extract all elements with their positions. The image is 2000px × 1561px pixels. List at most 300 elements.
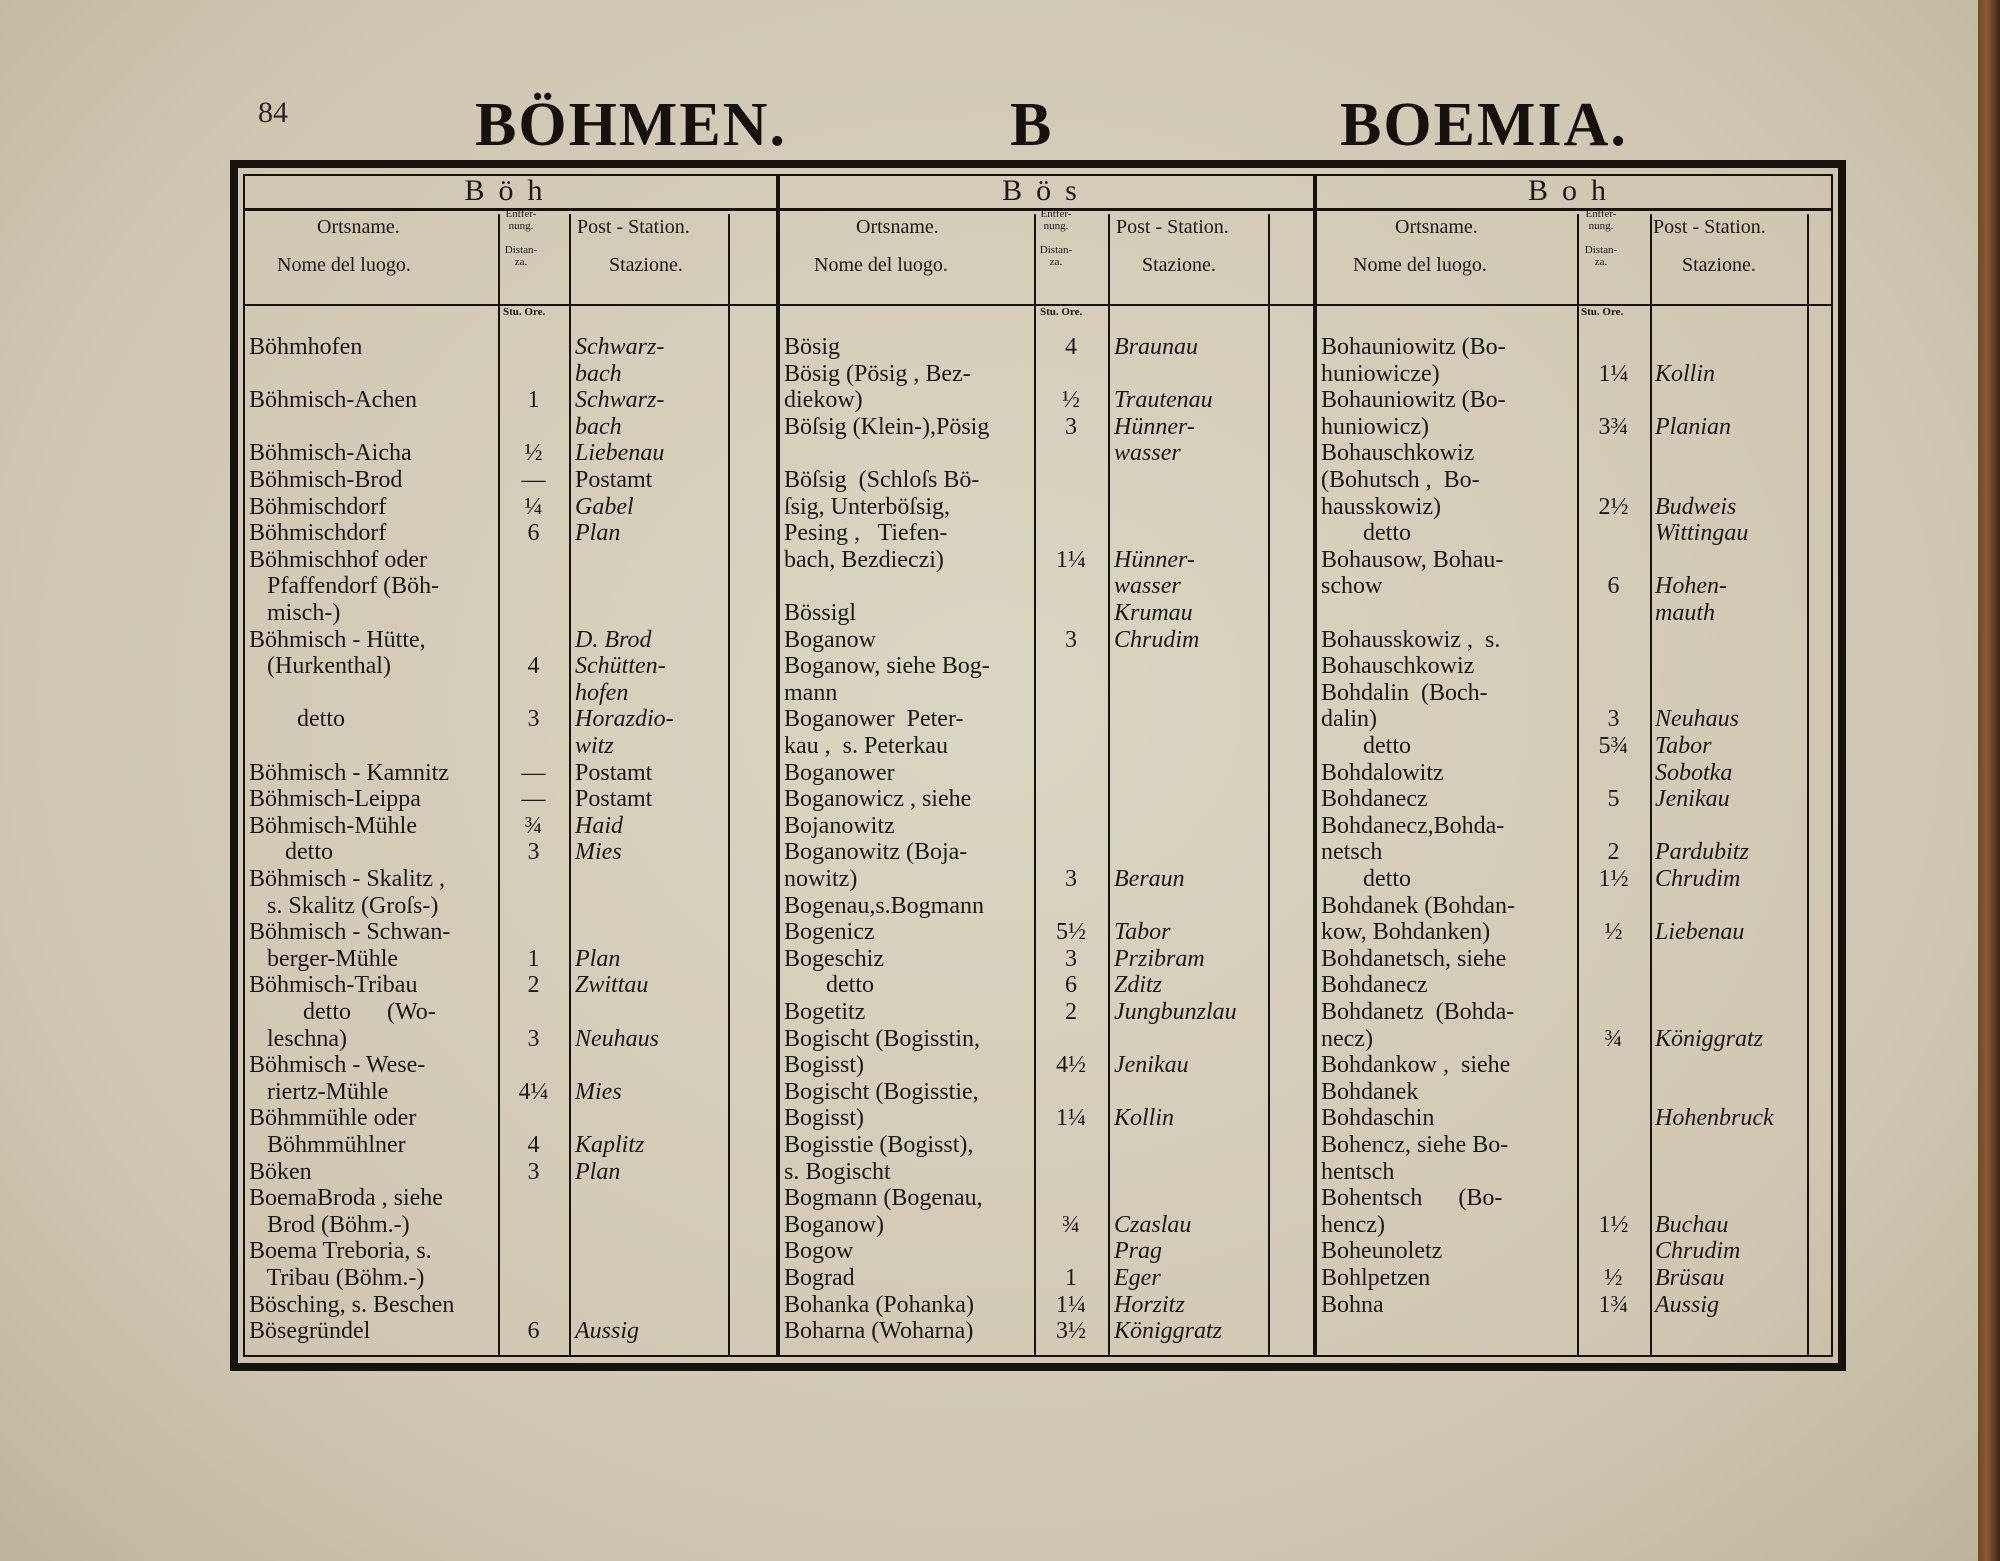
post-station: Gabel — [575, 493, 634, 520]
distance-value: ½ — [1062, 387, 1080, 414]
place-name: Bohdaschin — [1321, 1105, 1435, 1132]
post-station: Wittingau — [1655, 520, 1749, 547]
distance-value: 4 — [1065, 334, 1077, 360]
place-name: Bohauniowitz (Bo- — [1321, 387, 1506, 414]
place-name: bach, Bezdieczi) — [784, 546, 944, 573]
index-column-boh-umlaut — [245, 174, 776, 1357]
post-station: mauth — [1655, 600, 1715, 626]
index-row — [780, 786, 1313, 812]
index-row — [245, 1265, 776, 1291]
index-row — [1317, 1105, 1831, 1131]
distance-value: 1¼ — [1056, 546, 1086, 573]
index-row — [1317, 893, 1831, 919]
index-row — [245, 573, 776, 599]
units-label: Stu. Ore. — [1581, 306, 1624, 318]
post-station: Prag — [1114, 1238, 1162, 1265]
page-number: 84 — [258, 96, 288, 129]
place-name: Böhmisch - Schwan- — [249, 919, 451, 946]
index-row — [780, 1159, 1313, 1185]
place-name: Böhmmühle oder — [249, 1105, 417, 1132]
index-row — [1317, 866, 1831, 892]
header-post-de: Post - Station. — [577, 216, 690, 238]
index-row — [1317, 387, 1831, 413]
place-name: Bohauschkowiz — [1321, 440, 1475, 467]
index-row — [780, 1265, 1313, 1291]
distance-value: 3¾ — [1598, 413, 1629, 440]
place-name: kau , s. Peterkau — [784, 733, 948, 759]
place-name: Böhmischdorf — [249, 520, 387, 547]
distance-value: — — [521, 786, 546, 813]
post-station: bach — [575, 413, 622, 440]
place-name: ſsig, Unterböſsig, — [784, 493, 950, 520]
place-name: Bohdankow , siehe — [1321, 1052, 1511, 1079]
place-name: detto — [1321, 733, 1411, 759]
header-name-de: Ortsname. — [856, 216, 939, 238]
post-station: Hünner- — [1114, 546, 1195, 573]
distance-value: 4½ — [1056, 1052, 1086, 1079]
header-name-de: Ortsname. — [1395, 216, 1478, 238]
index-row — [780, 1079, 1313, 1105]
index-row — [1317, 839, 1831, 865]
place-name: Böhmisch-Tribau — [249, 972, 418, 999]
place-name: mann — [784, 679, 838, 706]
place-name: Bohdanek (Bohdan- — [1321, 892, 1515, 919]
post-station: Kaplitz — [575, 1132, 645, 1158]
post-station: Tabor — [1655, 733, 1712, 759]
place-name: hencz) — [1321, 1211, 1385, 1238]
index-row — [780, 414, 1313, 440]
post-station: Neuhaus — [575, 1025, 659, 1052]
distance-value: 2 — [1065, 999, 1077, 1025]
post-station: Neuhaus — [1655, 706, 1739, 733]
place-name: Bohentsch (Bo- — [1321, 1185, 1503, 1212]
place-name: Bograd — [784, 1265, 855, 1291]
place-name: Pfaffendorf (Böh- — [249, 573, 440, 600]
post-station: wasser — [1114, 573, 1181, 600]
distance-value: 1¼ — [1598, 360, 1629, 387]
index-row — [780, 893, 1313, 919]
post-station: Sobotka — [1655, 759, 1733, 786]
post-station: Mies — [575, 1078, 622, 1105]
index-row — [245, 1318, 776, 1344]
header-post-it: Stazione. — [609, 254, 683, 276]
rule — [1317, 304, 1831, 306]
place-name: hausskowiz) — [1321, 493, 1441, 520]
distance-value: ¾ — [524, 812, 543, 839]
place-name: Böhmmühlner — [249, 1132, 406, 1158]
index-row — [245, 653, 776, 679]
index-row — [245, 919, 776, 945]
heading-german: BÖHMEN. — [475, 91, 787, 159]
index-row — [1317, 1052, 1831, 1078]
index-row — [245, 547, 776, 573]
index-row — [245, 627, 776, 653]
place-name: Boganowicz , siehe — [784, 786, 972, 813]
index-row — [780, 1132, 1313, 1158]
place-name: Bogow — [784, 1238, 854, 1265]
place-name: Böhmisch - Hütte, — [249, 626, 426, 653]
distance-value: 1 — [1065, 1265, 1077, 1291]
place-name: riertz-Mühle — [249, 1078, 389, 1105]
post-station: Haid — [575, 812, 623, 839]
place-name: Bogeschiz — [784, 945, 884, 972]
index-row — [780, 520, 1313, 546]
index-row — [245, 972, 776, 998]
place-name: netsch — [1321, 839, 1383, 866]
place-name: Bohanka (Pohanka) — [784, 1291, 974, 1318]
distance-value: 5½ — [1056, 919, 1086, 946]
index-row — [780, 733, 1313, 759]
distance-value: 6 — [527, 1318, 540, 1345]
place-name: Bohdanecz,Bohda- — [1321, 812, 1505, 839]
post-station: Hohenbruck — [1655, 1105, 1774, 1132]
place-name: Bössigl — [784, 600, 857, 626]
post-station: Chrudim — [1114, 626, 1200, 653]
distance-value: 4 — [527, 1132, 540, 1158]
place-name: Bojanowitz — [784, 812, 895, 839]
place-name: Bohdanetsch, siehe — [1321, 945, 1507, 972]
place-name: Böhmisch-Brod — [249, 467, 403, 493]
post-station: Chrudim — [1655, 866, 1741, 892]
index-row — [245, 1079, 776, 1105]
index-row — [245, 440, 776, 466]
index-row — [1317, 813, 1831, 839]
place-name: kow, Bohdanken) — [1321, 919, 1491, 946]
index-row — [1317, 706, 1831, 732]
index-row — [1317, 1159, 1831, 1185]
index-row — [1317, 600, 1831, 626]
index-row — [245, 520, 776, 546]
header-post-it: Stazione. — [1142, 254, 1216, 276]
place-name: Boganow, siehe Bog- — [784, 653, 990, 680]
distance-value: ½ — [1604, 1265, 1623, 1291]
index-row — [1317, 361, 1831, 387]
place-name: Pesing , Tiefen- — [784, 520, 948, 547]
index-row — [245, 893, 776, 919]
place-name: Bogenau,s.Bogmann — [784, 892, 984, 919]
post-station: Buchau — [1655, 1211, 1729, 1238]
post-station: Czaslau — [1114, 1211, 1192, 1238]
post-station: Kollin — [1655, 360, 1716, 387]
index-row — [1317, 334, 1831, 360]
post-station: Plan — [575, 945, 621, 972]
post-station: Jungbunzlau — [1114, 999, 1237, 1025]
post-station: wasser — [1114, 440, 1181, 467]
place-name: Boganow — [784, 626, 876, 653]
index-row — [780, 972, 1313, 998]
place-name: Bogenicz — [784, 919, 875, 946]
index-row — [245, 1185, 776, 1211]
index-row — [245, 1238, 776, 1264]
distance-value: 1½ — [1598, 1211, 1629, 1238]
place-name: Böhmisch-Mühle — [249, 812, 417, 839]
index-row — [1317, 1212, 1831, 1238]
column-title: Boh — [1317, 174, 1831, 211]
post-station: Postamt — [575, 467, 653, 493]
index-row — [245, 946, 776, 972]
place-name: Bösig — [784, 334, 841, 360]
place-name: Bohausow, Bohau- — [1321, 546, 1504, 573]
distance-value: 3 — [527, 1025, 540, 1052]
place-name: Bösching, s. Beschen — [249, 1291, 455, 1318]
index-row — [245, 999, 776, 1025]
post-station: Plan — [575, 520, 621, 547]
distance-value: 3 — [1607, 706, 1620, 733]
post-station: Horzitz — [1114, 1291, 1185, 1318]
index-row — [245, 839, 776, 865]
index-row — [245, 361, 776, 387]
place-name: Bohna — [1321, 1291, 1384, 1318]
index-row — [780, 1052, 1313, 1078]
place-name: (Bohutsch , Bo- — [1321, 467, 1480, 493]
index-row — [1317, 999, 1831, 1025]
distance-value: 3 — [1065, 945, 1077, 972]
post-station: Hohen- — [1655, 573, 1727, 600]
index-row — [245, 813, 776, 839]
place-name: Bogisstie (Bogisst), — [784, 1132, 974, 1158]
index-row — [780, 573, 1313, 599]
index-row — [780, 706, 1313, 732]
post-station: Schwarz- — [575, 387, 665, 414]
index-row — [1317, 680, 1831, 706]
place-name: Bohlpetzen — [1321, 1265, 1431, 1291]
distance-value: 2½ — [1598, 493, 1629, 520]
index-row — [1317, 1185, 1831, 1211]
index-row — [245, 334, 776, 360]
place-name: Tribau (Böhm.-) — [249, 1265, 425, 1291]
place-name: Böhmisch-Achen — [249, 387, 417, 414]
index-row — [1317, 1265, 1831, 1291]
post-station: Plan — [575, 1158, 621, 1185]
index-row — [1317, 653, 1831, 679]
place-name: Boema Treboria, s. — [249, 1238, 432, 1265]
distance-value: 6 — [527, 520, 540, 547]
post-station: Trautenau — [1114, 387, 1213, 414]
post-station: witz — [575, 733, 614, 759]
index-row — [245, 1292, 776, 1318]
header-name-it: Nome del luogo. — [814, 254, 948, 276]
place-name: s. Skalitz (Groſs-) — [249, 892, 439, 919]
index-row — [245, 866, 776, 892]
post-station: Jenikau — [1655, 786, 1730, 813]
place-name: detto — [784, 972, 874, 999]
distance-value: 1¼ — [1056, 1291, 1086, 1318]
place-name: dalin) — [1321, 706, 1377, 733]
index-row — [780, 1105, 1313, 1131]
index-row — [1317, 494, 1831, 520]
index-row — [780, 1238, 1313, 1264]
index-row — [1317, 760, 1831, 786]
distance-value: 1 — [527, 387, 540, 414]
index-column-bos — [780, 174, 1313, 1357]
index-row — [1317, 1079, 1831, 1105]
index-row — [245, 733, 776, 759]
index-row — [245, 1212, 776, 1238]
place-name: Boheunoletz — [1321, 1238, 1443, 1265]
index-row — [245, 1105, 776, 1131]
header-distance-it: Distan-za. — [504, 244, 538, 268]
distance-value: 1½ — [1598, 866, 1629, 892]
place-name: leschna) — [249, 1025, 347, 1052]
place-name: Böken — [249, 1158, 312, 1185]
place-name: Bösegründel — [249, 1318, 371, 1345]
place-name: detto (Wo- — [249, 999, 436, 1025]
distance-value: ½ — [524, 440, 543, 467]
place-name: Bogischt (Bogisstie, — [784, 1078, 979, 1105]
index-row — [780, 547, 1313, 573]
post-station: Horazdio- — [575, 706, 674, 733]
post-station: Przibram — [1114, 945, 1205, 972]
post-station: Tabor — [1114, 919, 1171, 946]
index-row — [780, 1292, 1313, 1318]
place-name: misch-) — [249, 600, 341, 626]
place-name: Bösig (Pösig , Bez- — [784, 360, 971, 387]
distance-value: — — [521, 759, 546, 786]
distance-value: 1¼ — [1056, 1105, 1086, 1132]
place-name: Böhmisch - Wese- — [249, 1052, 426, 1079]
index-row — [1317, 1026, 1831, 1052]
place-name: hentsch — [1321, 1158, 1395, 1185]
index-row — [1317, 627, 1831, 653]
index-row — [780, 387, 1313, 413]
post-station: D. Brod — [575, 626, 652, 653]
place-name: nowitz) — [784, 866, 858, 892]
place-name: Böhmisch - Skalitz , — [249, 866, 445, 892]
post-station: Brüsau — [1655, 1265, 1725, 1291]
distance-value: 6 — [1607, 573, 1620, 600]
index-row — [1317, 440, 1831, 466]
index-row — [1317, 467, 1831, 493]
place-name: Bohdalowitz — [1321, 759, 1444, 786]
index-row — [1317, 414, 1831, 440]
index-row — [1317, 1292, 1831, 1318]
distance-value: 5¾ — [1598, 733, 1629, 759]
index-row — [780, 680, 1313, 706]
place-name: Boganower Peter- — [784, 706, 964, 733]
index-row — [1317, 946, 1831, 972]
place-name: Bohauschkowiz — [1321, 653, 1475, 680]
index-row — [245, 494, 776, 520]
place-name: Bogischt (Bogisstin, — [784, 1025, 981, 1052]
distance-value: 1¾ — [1598, 1291, 1629, 1318]
distance-value: 3 — [1065, 413, 1077, 440]
header-name-it: Nome del luogo. — [1353, 254, 1487, 276]
header-post-de: Post - Station. — [1653, 216, 1766, 238]
index-row — [245, 1132, 776, 1158]
place-name: Brod (Böhm.-) — [249, 1211, 410, 1238]
place-name: detto — [1321, 866, 1411, 892]
post-station: Schütten- — [575, 653, 666, 680]
post-station: Planian — [1655, 413, 1731, 440]
place-name: Bohdanek — [1321, 1078, 1419, 1105]
post-station: Beraun — [1114, 866, 1185, 892]
index-row — [245, 1159, 776, 1185]
place-name: schow — [1321, 573, 1383, 600]
distance-value: ¾ — [1062, 1211, 1080, 1238]
index-row — [780, 946, 1313, 972]
place-name: Böhmisch-Aicha — [249, 440, 412, 467]
header-distance-de: Entfer-nung. — [505, 208, 537, 232]
distance-value: 3 — [527, 1158, 540, 1185]
place-name: Boganowitz (Boja- — [784, 839, 968, 866]
post-station: Königgratz — [1655, 1025, 1764, 1052]
place-name: huniowicze) — [1321, 360, 1440, 387]
index-row — [780, 839, 1313, 865]
place-name: Boharna (Woharna) — [784, 1318, 974, 1345]
place-name: Bohauniowitz (Bo- — [1321, 334, 1506, 360]
index-row — [780, 334, 1313, 360]
index-row — [780, 1185, 1313, 1211]
index-row — [245, 760, 776, 786]
index-column-boh — [1317, 174, 1831, 1357]
place-name: Bohausskowiz , s. — [1321, 626, 1501, 653]
index-row — [245, 1026, 776, 1052]
header-post-de: Post - Station. — [1116, 216, 1229, 238]
place-name: Bohdanecz — [1321, 972, 1428, 999]
place-name: s. Bogischt — [784, 1158, 891, 1185]
place-name: Bohdalin (Boch- — [1321, 679, 1488, 706]
place-name: berger-Mühle — [249, 945, 399, 972]
post-station: Braunau — [1114, 334, 1198, 360]
index-row — [1317, 786, 1831, 812]
heading-italian: BOEMIA. — [1340, 91, 1628, 159]
distance-value: 1 — [527, 945, 540, 972]
index-row — [780, 813, 1313, 839]
place-name: necz) — [1321, 1025, 1373, 1052]
place-name: Böhmisch-Leippa — [249, 786, 421, 813]
header-name-de: Ortsname. — [317, 216, 400, 238]
book-spine — [1978, 0, 2000, 1561]
place-name: Böhmischhof oder — [249, 546, 427, 573]
post-station: Liebenau — [575, 440, 665, 467]
index-row — [780, 1318, 1313, 1344]
index-row — [1317, 919, 1831, 945]
index-row — [780, 494, 1313, 520]
index-row — [245, 414, 776, 440]
place-name: Böhmischdorf — [249, 493, 387, 520]
place-name: detto — [1321, 520, 1411, 547]
index-row — [1317, 733, 1831, 759]
index-row — [780, 600, 1313, 626]
index-row — [780, 760, 1313, 786]
index-row — [1317, 520, 1831, 546]
heading-letter: B — [1010, 91, 1054, 159]
post-station: Königgratz — [1114, 1318, 1223, 1345]
index-row — [780, 1026, 1313, 1052]
place-name: Bohdanetz (Bohda- — [1321, 999, 1515, 1025]
distance-value: 2 — [527, 972, 540, 999]
place-name: Bohdanecz — [1321, 786, 1428, 813]
place-name: Böhmisch - Kamnitz — [249, 759, 449, 786]
column-title: Bös — [780, 174, 1313, 211]
index-row — [1317, 547, 1831, 573]
header-post-it: Stazione. — [1682, 254, 1756, 276]
distance-value: 3 — [1065, 866, 1077, 892]
place-name: Bogetitz — [784, 999, 866, 1025]
distance-value: ¼ — [524, 493, 543, 520]
distance-value: 4 — [527, 653, 540, 680]
place-name: Böſsig (Klein-),Pösig — [784, 413, 990, 440]
post-station: Zwittau — [575, 972, 649, 999]
index-row — [780, 653, 1313, 679]
place-name: Bogisst) — [784, 1105, 865, 1132]
header-distance-it: Distan-za. — [1584, 244, 1618, 268]
post-station: Aussig — [1655, 1291, 1720, 1318]
index-row — [780, 467, 1313, 493]
place-name: huniowicz) — [1321, 413, 1429, 440]
index-row — [780, 440, 1313, 466]
units-label: Stu. Ore. — [503, 306, 546, 318]
